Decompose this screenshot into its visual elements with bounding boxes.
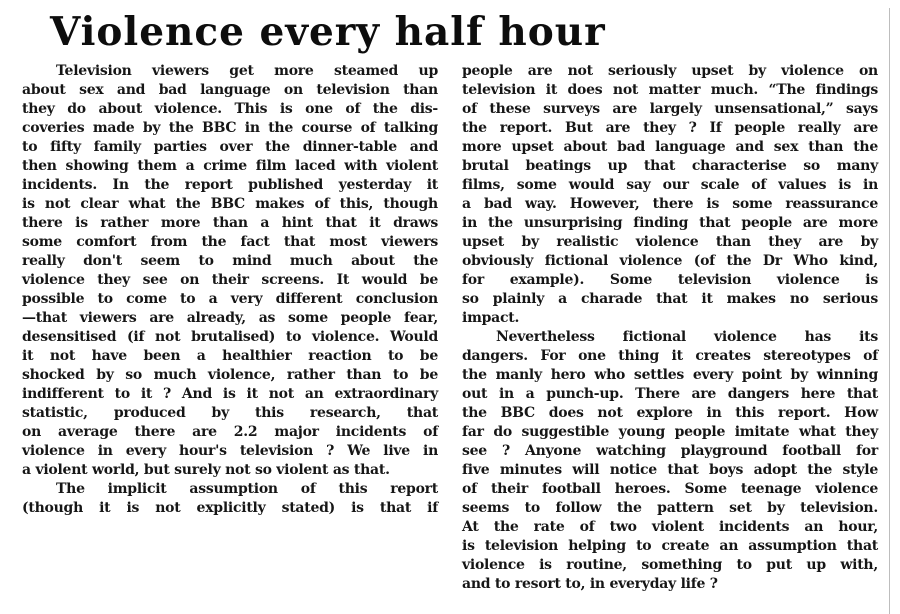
text-line: seems to follow the pattern set by television. bbox=[462, 500, 878, 516]
text-line: obviously fictional violence (of the Dr Who kind, bbox=[462, 253, 878, 269]
text-line: (though it is not explicitly stated) is that if bbox=[22, 500, 438, 516]
text-line: really don't seem to mind much about the bbox=[22, 253, 438, 269]
text-line: far do suggestible young people imitate what they bbox=[462, 424, 878, 440]
text-line: and to resort to, in everyday life ? bbox=[462, 576, 718, 592]
text-line: it not have been a healthier reaction to be bbox=[22, 348, 438, 364]
text-line: desensitised (if not brutalised) to violence. Would bbox=[22, 329, 438, 345]
text-line: see ? Anyone watching playground football for bbox=[462, 443, 878, 459]
text-line: violence in every hour's television ? We live in bbox=[22, 443, 438, 459]
text-line: dangers. For one thing it creates stereotypes of bbox=[462, 348, 878, 364]
text-line: of their football heroes. Some teenage violence bbox=[462, 481, 878, 497]
text-line: about sex and bad language on television than bbox=[22, 82, 438, 98]
text-line: At the rate of two violent incidents an hour, bbox=[462, 519, 878, 535]
text-line: more upset about bad language and sex than the bbox=[462, 139, 878, 155]
text-line: is not clear what the BBC makes of this, though bbox=[22, 196, 438, 212]
text-line: —that viewers are already, as some people fear, bbox=[22, 310, 438, 326]
text-line: a violent world, but surely not so violent as that. bbox=[22, 462, 390, 478]
text-line: upset by realistic violence than they are by bbox=[462, 234, 878, 250]
text-line: for example). Some television violence is bbox=[462, 272, 878, 288]
text-line: coveries made by the BBC in the course of talking bbox=[22, 120, 438, 136]
text-line: of these surveys are largely unsensational,” says bbox=[462, 101, 878, 117]
text-line: five minutes will notice that boys adopt the style bbox=[462, 462, 878, 478]
text-line: is television helping to create an assumption that bbox=[462, 538, 878, 554]
text-line: Television viewers get more steamed up bbox=[56, 63, 438, 79]
left-column bbox=[22, 62, 438, 518]
text-line: shocked by so much violence, rather than to be bbox=[22, 367, 438, 383]
headline: Violence every half hour bbox=[50, 9, 606, 55]
text-line: so plainly a charade that it makes no serious bbox=[462, 291, 878, 307]
text-line: the report. But are they ? If people really are bbox=[462, 120, 878, 136]
right-column bbox=[462, 62, 878, 594]
text-line: statistic, produced by this research, that bbox=[22, 405, 438, 421]
text-line: there is rather more than a hint that it draws bbox=[22, 215, 438, 231]
text-line: then showing them a crime film laced with violent bbox=[22, 158, 438, 174]
text-line: indifferent to it ? And is it not an extraordinary bbox=[22, 386, 438, 402]
text-line: some comfort from the fact that most viewers bbox=[22, 234, 438, 250]
text-line: brutal beatings up that characterise so many bbox=[462, 158, 878, 174]
text-line: films, some would say our scale of values is in bbox=[462, 177, 878, 193]
text-line: the BBC does not explore in this report. How bbox=[462, 405, 878, 421]
text-line: impact. bbox=[462, 310, 520, 326]
text-line: a bad way. However, there is some reassurance bbox=[462, 196, 878, 212]
text-line: television it does not matter much. “The findings bbox=[462, 82, 878, 98]
text-line: Nevertheless fictional violence has its bbox=[496, 329, 878, 345]
text-line: to fifty family parties over the dinner-table and bbox=[22, 139, 438, 155]
text-line: The implicit assumption of this report bbox=[56, 481, 438, 497]
text-line: people are not seriously upset by violence on bbox=[462, 63, 878, 79]
text-line: violence is routine, something to put up with, bbox=[462, 557, 878, 573]
text-line: violence they see on their screens. It would be bbox=[22, 272, 438, 288]
text-line: the manly hero who settles every point by winning bbox=[462, 367, 878, 383]
text-line: incidents. In the report published yesterday it bbox=[22, 177, 438, 193]
text-line: they do about violence. This is one of the dis- bbox=[22, 101, 438, 117]
text-line: in the unsurprising finding that people are more bbox=[462, 215, 878, 231]
text-line: on average there are 2.2 major incidents of bbox=[22, 424, 438, 440]
text-line: possible to come to a very different conclusion bbox=[22, 291, 438, 307]
column-rule bbox=[889, 8, 890, 614]
text-line: out in a punch-up. There are dangers here that bbox=[462, 386, 878, 402]
